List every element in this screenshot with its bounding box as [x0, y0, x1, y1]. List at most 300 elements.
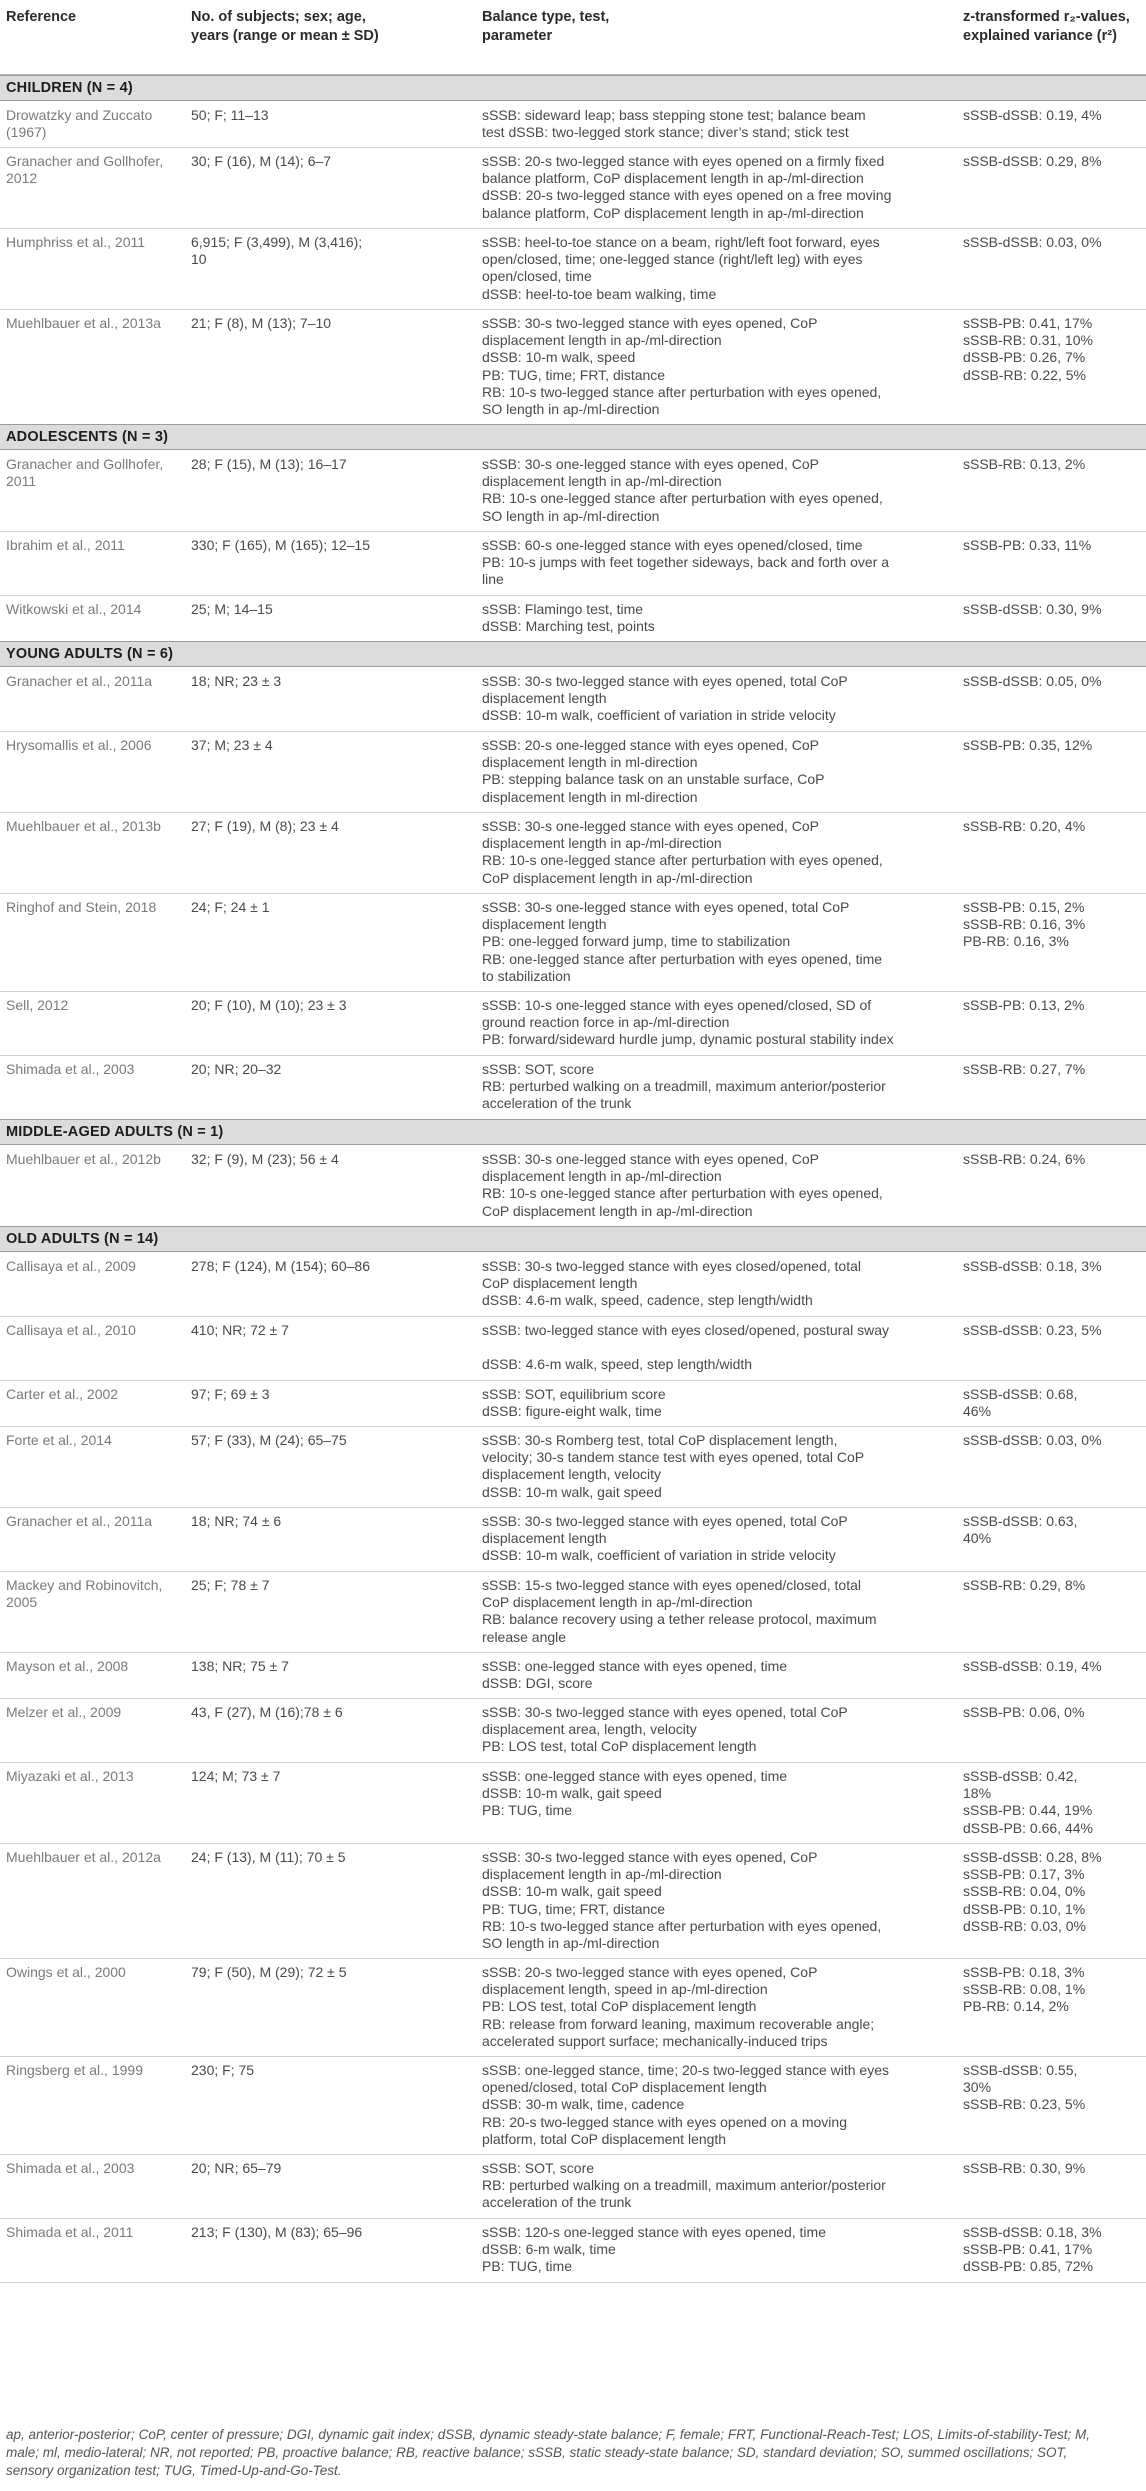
balance-cell [482, 2224, 957, 2276]
table-row [0, 1145, 1146, 1227]
cell-line: velocity; 30-s tandem stance test with eyes opened, total CoP [482, 1449, 865, 1466]
cell-line: 30% [963, 2079, 992, 2096]
balance-cell [482, 107, 957, 141]
table-row [0, 1380, 1146, 1427]
cell-line: sSSB-RB: 0.27, 7% [963, 1061, 1086, 1077]
cell-line: sSSB-PB: 0.18, 3% [963, 1964, 1085, 1980]
subjects-cell [191, 315, 476, 332]
reference-cell: Miyazaki et al., 2013 [6, 1768, 134, 1784]
balance-cell [482, 737, 957, 806]
cell-line: sSSB: 60-s one-legged stance with eyes opened/closed, time [482, 537, 863, 553]
subjects-cell [191, 1704, 476, 1721]
balance-cell [482, 234, 957, 303]
cell-line: sSSB: 10-s one-legged stance with eyes opened/closed, SD of [482, 997, 872, 1013]
cell-line: release angle [482, 1628, 567, 1645]
table-row [0, 1055, 1146, 1120]
cell-line: PB-RB: 0.16, 3% [963, 933, 1069, 950]
balance-cell [482, 601, 957, 635]
reference-cell: Witkowski et al., 2014 [6, 601, 142, 617]
cell-line: 24; F (13), M (11); 70 ± 5 [191, 1849, 346, 1865]
subjects-cell [191, 456, 476, 473]
zvalue-cell [963, 153, 1143, 170]
cell-line: sSSB: 20-s two-legged stance with eyes opened, CoP [482, 1964, 818, 1980]
cell-line: sSSB: two-legged stance with eyes closed/opened, postural sway [482, 1322, 890, 1338]
balance-cell [482, 1513, 957, 1565]
cell-line: ground reaction force in ap-/ml-direction [482, 1014, 730, 1031]
subjects-cell [191, 107, 476, 124]
reference-cell: Forte et al., 2014 [6, 1432, 112, 1448]
group-header [0, 1226, 1146, 1252]
zvalue-cell [963, 456, 1143, 473]
zvalue-cell [963, 234, 1143, 251]
table-row [0, 595, 1146, 642]
cell-line: sSSB-dSSB: 0.63, [963, 1513, 1078, 1529]
group-title: ADOLESCENTS (N = 3) [6, 429, 169, 445]
cell-line: line [482, 571, 504, 588]
cell-line: RB: one-legged stance after perturbation with eyes opened, time [482, 950, 883, 967]
zvalue-cell [963, 2062, 1143, 2114]
subjects-cell [191, 153, 476, 170]
subjects-cell [191, 1513, 476, 1530]
table-row [0, 1426, 1146, 1508]
cell-line: 213; F (130), M (83); 65–96 [191, 2224, 363, 2240]
cell-line: 50; F; 11–13 [191, 107, 269, 123]
balance-cell [482, 1151, 957, 1220]
reference-cell: Carter et al., 2002 [6, 1386, 119, 1402]
balance-cell [482, 1704, 957, 1756]
cell-line: PB: forward/sideward hurdle jump, dynamic postural stability index [482, 1031, 894, 1048]
cell-line: 410; NR; 72 ± 7 [191, 1322, 289, 1338]
cell-line: platform, total CoP displacement length [482, 2130, 727, 2147]
group-title: MIDDLE-AGED ADULTS (N = 1) [6, 1124, 224, 1140]
cell-line: displacement length in ap-/ml-direction [482, 1866, 722, 1883]
table-row [0, 667, 1146, 732]
cell-line: sSSB: 30-s two-legged stance with eyes opened, CoP [482, 1849, 818, 1865]
cell-line: dSSB-PB: 0.10, 1% [963, 1900, 1086, 1917]
cell-line: sSSB-dSSB: 0.42, [963, 1768, 1078, 1784]
balance-cell [482, 1061, 957, 1113]
zvalue-cell [963, 537, 1143, 554]
zvalue-cell [963, 1432, 1143, 1449]
table-row [0, 2218, 1146, 2283]
table-row [0, 309, 1146, 425]
cell-line: dSSB: 10-m walk, gait speed [482, 1785, 662, 1802]
zvalue-cell [963, 899, 1143, 951]
cell-line: sSSB: 30-s two-legged stance with eyes opened, total CoP [482, 673, 848, 689]
header-subjects-2: years (range or mean ± SD) [191, 28, 379, 44]
cell-line: sSSB: 30-s one-legged stance with eyes opened, CoP [482, 456, 819, 472]
cell-line: 28; F (15), M (13); 16–17 [191, 456, 347, 472]
balance-cell [482, 997, 957, 1049]
table-row [0, 450, 1146, 532]
cell-line: sSSB-PB: 0.44, 19% [963, 1802, 1093, 1819]
subjects-cell [191, 1322, 476, 1339]
reference-cell: Granacher et al., 2011a [6, 673, 153, 689]
cell-line: dSSB-RB: 0.22, 5% [963, 366, 1086, 383]
cell-line: dSSB: 4.6-m walk, speed, step length/width [482, 1356, 753, 1373]
cell-line: 25; M; 14–15 [191, 601, 273, 617]
group-title: OLD ADULTS (N = 14) [6, 1231, 159, 1247]
reference-cell: Humphriss et al., 2011 [6, 234, 146, 250]
table-row [0, 1507, 1146, 1572]
cell-line: dSSB: 30-m walk, time, cadence [482, 2096, 685, 2113]
cell-line: PB: TUG, time; FRT, distance [482, 366, 666, 383]
subjects-cell [191, 1432, 476, 1449]
table-row [0, 1698, 1146, 1763]
cell-line: PB: stepping balance task on an unstable surface, CoP [482, 771, 825, 788]
cell-line: 97; F; 69 ± 3 [191, 1386, 270, 1402]
cell-line: sSSB: 30-s one-legged stance with eyes opened, CoP [482, 818, 819, 834]
cell-line: RB: 10-s one-legged stance after perturbation with eyes opened, [482, 1185, 883, 1202]
zvalue-cell [963, 1768, 1143, 1837]
cell-line: CoP displacement length in ap-/ml-direction [482, 1202, 753, 1219]
zvalue-cell [963, 1258, 1143, 1275]
cell-line: CoP displacement length [482, 1275, 638, 1292]
table-row [0, 991, 1146, 1056]
cell-line: sSSB: one-legged stance with eyes opened, time [482, 1658, 788, 1674]
group-header [0, 424, 1146, 450]
subjects-cell [191, 1658, 476, 1675]
balance-cell [482, 818, 957, 887]
header-zvalues-1: z-transformed r₂-values, [963, 9, 1130, 25]
subjects-cell [191, 818, 476, 835]
cell-line: sSSB-RB: 0.16, 3% [963, 916, 1086, 933]
cell-line: sSSB-RB: 0.31, 10% [963, 332, 1093, 349]
cell-line: sSSB-dSSB: 0.55, [963, 2062, 1078, 2078]
subjects-cell [191, 899, 476, 916]
cell-line: accelerated support surface; mechanically-induced trips [482, 2032, 828, 2049]
table-row [0, 531, 1146, 596]
cell-line: 24; F; 24 ± 1 [191, 899, 270, 915]
cell-line: sSSB: one-legged stance with eyes opened, time [482, 1768, 788, 1784]
table-row [0, 1652, 1146, 1699]
cell-line: test dSSB: two-legged stork stance; diver’s stand; stick test [482, 124, 849, 141]
cell-line: sSSB: 30-s two-legged stance with eyes opened, CoP [482, 315, 818, 331]
cell-line: displacement length in ap-/ml-direction [482, 835, 722, 852]
reference-cell: Muehlbauer et al., 2012a [6, 1849, 161, 1865]
subjects-cell [191, 234, 476, 268]
cell-line: sSSB-dSSB: 0.19, 4% [963, 107, 1102, 123]
subjects-cell [191, 2224, 476, 2241]
cell-line: sSSB: 20-s one-legged stance with eyes opened, CoP [482, 737, 819, 753]
cell-line: 138; NR; 75 ± 7 [191, 1658, 289, 1674]
cell-line: RB: 10-s one-legged stance after perturbation with eyes opened, [482, 852, 883, 869]
group-header [0, 75, 1146, 101]
subjects-cell [191, 1577, 476, 1594]
footnote-line: ap, anterior-posterior; CoP, center of pressure; DGI, dynamic gait index; dSSB, dynamic steady-state balance; F, female; FRT, Functional-Reach-Test; LOS, Limits-of-stability-Test; M, [6, 2427, 1090, 2442]
cell-line: dSSB: 20-s two-legged stance with eyes opened on a free moving [482, 187, 892, 204]
header-balance-2: parameter [482, 28, 553, 44]
cell-line: RB: 10-s one-legged stance after perturbation with eyes opened, [482, 490, 883, 507]
zvalue-cell [963, 1964, 1143, 2016]
cell-line: sSSB-dSSB: 0.28, 8% [963, 1849, 1102, 1865]
table-row [0, 1762, 1146, 1844]
table-row [0, 1316, 1146, 1381]
balance-cell [482, 1386, 957, 1420]
reference-cell: Melzer et al., 2009 [6, 1704, 122, 1720]
balance-cell [482, 1577, 957, 1646]
table-row [0, 893, 1146, 992]
cell-line: sSSB: 30-s Romberg test, total CoP displacement length, [482, 1432, 838, 1448]
reference-cell: Sell, 2012 [6, 997, 69, 1013]
reference-cell: Granacher et al., 2011a [6, 1513, 153, 1529]
zvalue-cell [963, 1386, 1143, 1420]
cell-line: sSSB: 20-s two-legged stance with eyes opened on a firmly fixed [482, 153, 885, 169]
cell-line: sSSB-dSSB: 0.29, 8% [963, 153, 1102, 169]
cell-line: 20; NR; 20–32 [191, 1061, 282, 1077]
cell-line: 25; F; 78 ± 7 [191, 1577, 270, 1593]
cell-line: displacement area, length, velocity [482, 1721, 697, 1738]
cell-line: sSSB-RB: 0.08, 1% [963, 1981, 1086, 1998]
cell-line: sSSB-PB: 0.35, 12% [963, 737, 1093, 753]
reference-cell: Muehlbauer et al., 2013a [6, 315, 161, 331]
balance-cell [482, 1849, 957, 1952]
cell-line: acceleration of the trunk [482, 2194, 632, 2211]
cell-line: dSSB: heel-to-toe beam walking, time [482, 285, 717, 302]
balance-cell [482, 456, 957, 525]
reference-cell: Ringhof and Stein, 2018 [6, 899, 157, 915]
cell-line: dSSB: Marching test, points [482, 618, 655, 635]
cell-line: RB: perturbed walking on a treadmill, maximum anterior/posterior [482, 1078, 886, 1095]
cell-line: sSSB: SOT, score [482, 1061, 595, 1077]
cell-line: sSSB: 30-s two-legged stance with eyes opened, total CoP [482, 1513, 848, 1529]
cell-line: sSSB: 15-s two-legged stance with eyes opened/closed, total [482, 1577, 861, 1593]
subjects-cell [191, 1386, 476, 1403]
cell-line: displacement length in ap-/ml-direction [482, 332, 722, 349]
cell-line: PB: TUG, time; FRT, distance [482, 1900, 666, 1917]
cell-line: dSSB: 4.6-m walk, speed, cadence, step length/width [482, 1292, 813, 1309]
subjects-cell [191, 1849, 476, 1866]
cell-line: PB: TUG, time [482, 1802, 572, 1819]
subjects-cell [191, 737, 476, 754]
cell-line: displacement length in ap-/ml-direction [482, 473, 722, 490]
cell-line: dSSB: figure-eight walk, time [482, 1403, 662, 1420]
cell-line: sSSB-RB: 0.29, 8% [963, 1577, 1086, 1593]
balance-cell [482, 1258, 957, 1310]
cell-line: opened/closed, total CoP displacement length [482, 2079, 767, 2096]
cell-line: displacement length, speed in ap-/ml-direction [482, 1981, 768, 1998]
cell-line: balance platform, CoP displacement length in ap-/ml-direction [482, 170, 864, 187]
cell-line: 79; F (50), M (29); 72 ± 5 [191, 1964, 347, 1980]
zvalue-cell [963, 1151, 1143, 1168]
reference-cell: Granacher and Gollhofer, 2012 [6, 153, 164, 187]
cell-line: RB: balance recovery using a tether release protocol, maximum [482, 1611, 877, 1628]
zvalue-cell [963, 1513, 1143, 1547]
cell-line: sSSB-dSSB: 0.23, 5% [963, 1322, 1102, 1338]
table-footnote [6, 2426, 1140, 2480]
cell-line: sSSB: SOT, score [482, 2160, 595, 2176]
zvalue-cell [963, 1849, 1143, 1935]
zvalue-cell [963, 2224, 1143, 2276]
zvalue-cell [963, 2160, 1143, 2177]
cell-line: dSSB-PB: 0.26, 7% [963, 349, 1086, 366]
subjects-cell [191, 537, 476, 554]
header-zvalues-2: explained variance (r²) [963, 28, 1117, 44]
zvalue-cell [963, 1322, 1143, 1339]
cell-line: PB: 10-s jumps with feet together sideways, back and forth over a [482, 554, 889, 571]
cell-line: sSSB-dSSB: 0.05, 0% [963, 673, 1102, 689]
cell-line: 278; F (124), M (154); 60–86 [191, 1258, 370, 1274]
table-row [0, 1958, 1146, 2057]
reference-cell: Shimada et al., 2003 [6, 2160, 135, 2176]
cell-line: dSSB-PB: 0.66, 44% [963, 1819, 1093, 1836]
cell-line: sSSB-PB: 0.15, 2% [963, 899, 1085, 915]
subjects-cell [191, 1964, 476, 1981]
zvalue-cell [963, 818, 1143, 835]
reference-cell: Drowatzky and Zuccato (1967) [6, 107, 153, 141]
reference-cell: Callisaya et al., 2009 [6, 1258, 136, 1274]
cell-line: dSSB: DGI, score [482, 1675, 593, 1692]
cell-line: open/closed, time; one-legged stance (right/left leg) with eyes [482, 251, 863, 268]
cell-line: 46% [963, 1403, 992, 1420]
cell-line: open/closed, time [482, 268, 592, 285]
cell-line: 21; F (8), M (13); 7–10 [191, 315, 332, 331]
footnote-line: male; ml, medio-lateral; NR, not reported; PB, proactive balance; RB, reactive balance; sSSB, static steady-state balance; SD, standard deviation; SO, summed oscillations; SOT, [6, 2445, 1068, 2460]
table-row [0, 1252, 1146, 1317]
reference-cell: Mayson et al., 2008 [6, 1658, 129, 1674]
cell-line: sSSB-RB: 0.30, 9% [963, 2160, 1086, 2176]
cell-line: displacement length [482, 1530, 607, 1547]
cell-line: 6,915; F (3,499), M (3,416); [191, 234, 363, 250]
cell-line: RB: 10-s two-legged stance after perturbation with eyes opened, [482, 1917, 882, 1934]
cell-line: sSSB-dSSB: 0.03, 0% [963, 1432, 1102, 1448]
cell-line: dSSB-RB: 0.03, 0% [963, 1917, 1086, 1934]
cell-line: to stabilization [482, 967, 571, 984]
cell-line: sSSB-PB: 0.06, 0% [963, 1704, 1085, 1720]
reference-cell: Muehlbauer et al., 2013b [6, 818, 161, 834]
balance-cell [482, 2160, 957, 2212]
cell-line: sSSB-dSSB: 0.18, 3% [963, 1258, 1102, 1274]
table-row [0, 101, 1146, 148]
balance-cell [482, 1658, 957, 1692]
balance-cell [482, 673, 957, 725]
cell-line: 43, F (27), M (16);78 ± 6 [191, 1704, 343, 1720]
reference-cell: Mackey and Robinovitch, 2005 [6, 1577, 163, 1611]
cell-line: sSSB-PB: 0.13, 2% [963, 997, 1085, 1013]
cell-line: dSSB: 10-m walk, coefficient of variation in stride velocity [482, 1547, 836, 1564]
cell-line: sSSB-PB: 0.41, 17% [963, 315, 1093, 331]
cell-line: 18; NR; 74 ± 6 [191, 1513, 282, 1529]
balance-cell [482, 1964, 957, 2050]
cell-line: 124; M; 73 ± 7 [191, 1768, 281, 1784]
zvalue-cell [963, 1704, 1143, 1721]
table-row [0, 1843, 1146, 1959]
cell-line: PB-RB: 0.14, 2% [963, 1998, 1069, 2015]
balance-cell [482, 1322, 957, 1374]
cell-line: 10 [191, 251, 207, 268]
cell-line: 330; F (165), M (165); 12–15 [191, 537, 370, 553]
table-row [0, 731, 1146, 813]
cell-line: 57; F (33), M (24); 65–75 [191, 1432, 347, 1448]
subjects-cell [191, 1768, 476, 1785]
table-row [0, 812, 1146, 894]
reference-cell: Callisaya et al., 2010 [6, 1322, 136, 1338]
zvalue-cell [963, 601, 1143, 618]
zvalue-cell [963, 673, 1143, 690]
cell-line: SO length in ap-/ml-direction [482, 507, 660, 524]
balance-cell [482, 537, 957, 589]
cell-line: dSSB: 10-m walk, coefficient of variation in stride velocity [482, 707, 836, 724]
balance-cell [482, 1432, 957, 1501]
subjects-cell [191, 1258, 476, 1275]
cell-line: 18% [963, 1785, 992, 1802]
subjects-cell [191, 1151, 476, 1168]
balance-cell [482, 1768, 957, 1820]
cell-line: sSSB-dSSB: 0.19, 4% [963, 1658, 1102, 1674]
cell-line: sSSB: 30-s one-legged stance with eyes opened, CoP [482, 1151, 819, 1167]
cell-line: displacement length in ml-direction [482, 754, 698, 771]
cell-line: sSSB-RB: 0.20, 4% [963, 818, 1086, 834]
cell-line: PB: LOS test, total CoP displacement length [482, 1998, 757, 2015]
cell-line: sSSB-dSSB: 0.18, 3% [963, 2224, 1102, 2240]
subjects-cell [191, 2062, 476, 2079]
cell-line: dSSB: 10-m walk, speed [482, 349, 636, 366]
cell-line: sSSB: 30-s one-legged stance with eyes opened, total CoP [482, 899, 850, 915]
reference-cell: Ringsberg et al., 1999 [6, 2062, 143, 2078]
reference-cell: Shimada et al., 2003 [6, 1061, 135, 1077]
reference-cell: Owings et al., 2000 [6, 1964, 126, 1980]
cell-line: RB: release from forward leaning, maximum recoverable angle; [482, 2015, 875, 2032]
zvalue-cell [963, 1061, 1143, 1078]
header-reference: Reference [6, 9, 77, 25]
cell-line: 32; F (9), M (23); 56 ± 4 [191, 1151, 339, 1167]
cell-line: sSSB: sideward leap; bass stepping stone test; balance beam [482, 107, 866, 123]
reference-cell: Shimada et al., 2011 [6, 2224, 134, 2240]
table-row [0, 2154, 1146, 2219]
balance-cell [482, 315, 957, 418]
cell-line: displacement length, velocity [482, 1466, 661, 1483]
reference-cell: Granacher and Gollhofer, 2011 [6, 456, 164, 490]
cell-line: sSSB: Flamingo test, time [482, 601, 644, 617]
cell-line: 20; NR; 65–79 [191, 2160, 282, 2176]
table-row [0, 147, 1146, 229]
cell-line: sSSB-RB: 0.23, 5% [963, 2096, 1086, 2113]
cell-line: SO length in ap-/ml-direction [482, 401, 660, 418]
cell-line: sSSB-PB: 0.33, 11% [963, 537, 1092, 553]
cell-line: sSSB: heel-to-toe stance on a beam, right/left foot forward, eyes [482, 234, 880, 250]
cell-line: 20; F (10), M (10); 23 ± 3 [191, 997, 347, 1013]
subjects-cell [191, 601, 476, 618]
cell-line: displacement length in ml-direction [482, 788, 698, 805]
cell-line: RB: perturbed walking on a treadmill, maximum anterior/posterior [482, 2177, 886, 2194]
balance-cell [482, 2062, 957, 2148]
table-header [0, 0, 1146, 74]
cell-line: displacement length [482, 690, 607, 707]
zvalue-cell [963, 315, 1143, 384]
cell-line: sSSB-RB: 0.13, 2% [963, 456, 1086, 472]
subjects-cell [191, 673, 476, 690]
cell-line: balance platform, CoP displacement length in ap-/ml-direction [482, 204, 864, 221]
cell-line: displacement length in ap-/ml-direction [482, 1168, 722, 1185]
cell-line: PB: TUG, time [482, 2258, 572, 2275]
cell-line: sSSB: one-legged stance, time; 20-s two-legged stance with eyes [482, 2062, 889, 2078]
header-subjects-1: No. of subjects; sex; age, [191, 9, 366, 25]
cell-line: sSSB: 30-s two-legged stance with eyes opened, total CoP [482, 1704, 848, 1720]
cell-line: displacement length [482, 916, 607, 933]
cell-line: 230; F; 75 [191, 2062, 255, 2078]
cell-line: acceleration of the trunk [482, 1095, 632, 1112]
cell-line [482, 1339, 957, 1356]
cell-line: 27; F (19), M (8); 23 ± 4 [191, 818, 339, 834]
group-header [0, 1119, 1146, 1145]
balance-cell [482, 899, 957, 985]
cell-line: CoP displacement length in ap-/ml-direction [482, 1594, 753, 1611]
cell-line: dSSB: 6-m walk, time [482, 2241, 616, 2258]
zvalue-cell [963, 997, 1143, 1014]
reference-cell: Ibrahim et al., 2011 [6, 537, 125, 553]
footnote-line: sensory organization test; TUG, Timed-Up-and-Go-Test. [6, 2463, 342, 2478]
cell-line: sSSB-PB: 0.41, 17% [963, 2241, 1093, 2258]
